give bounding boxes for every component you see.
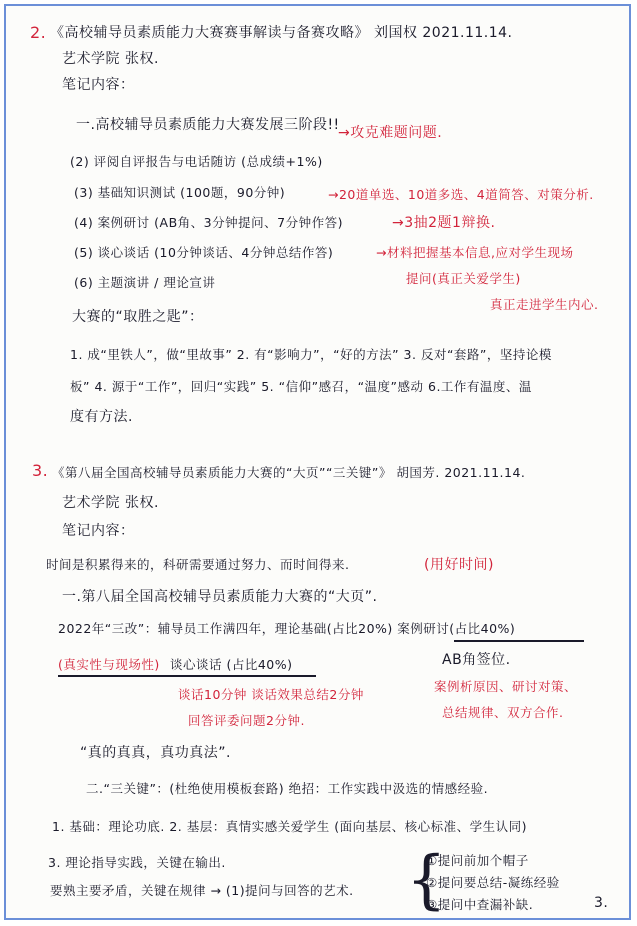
note-text: 时间是积累得来的，科研需要通过努力、而时间得来.: [46, 557, 350, 572]
note-text: 谈心谈话 (占比40%): [170, 657, 293, 672]
author-dept: 艺术学院 张权.: [62, 51, 159, 67]
page-number: 3.: [594, 895, 609, 911]
lecture-title: 《高校辅导员素质能力大赛赛事解读与备赛攻略》 刘国权 2021.11.14.: [50, 25, 513, 41]
annotation: →攻克难题问题.: [338, 125, 443, 141]
note-item: (6) 主题演讲 / 理论宣讲: [74, 275, 216, 290]
annotation: 真正走进学生内心.: [490, 297, 599, 312]
subheading: 大赛的“取胜之匙”：: [72, 309, 204, 325]
section-number: 3.: [32, 461, 49, 480]
annotation: →材料把握基本信息,应对学生现场: [376, 245, 574, 260]
subheading: 二.“三关键”：(杜绝使用模板套路) 绝招：工作实践中汲选的情感经验.: [86, 781, 489, 796]
note-text: 3. 理论指导实践，关键在输出.: [48, 855, 226, 870]
note-item: 一.高校辅导员素质能力大赛发展三阶段!!: [76, 117, 340, 133]
note-text: 1. 基础：理论功底. 2. 基层：真情实感关爱学生 (面向基层、核心标准、学生认同): [52, 819, 527, 834]
annotation: →3抽2题1辩换.: [392, 215, 496, 231]
note-item: (4) 案例研讨 (AB角、3分钟提问、7分钟作答): [74, 215, 343, 230]
note-text: 2022年“三改”：辅导员工作满四年，理论基础(占比20%) 案例研讨(占比40%): [58, 621, 516, 636]
notes-label: 笔记内容：: [62, 77, 135, 93]
note-text: 1. 成“里铁人”，做“里故事” 2. 有“影响力”，“好的方法” 3. 反对“套路”，坚持论模: [70, 347, 552, 362]
note-text: “真的真真，真功真法”.: [80, 745, 231, 761]
annotation: 提问(真正关爱学生): [406, 271, 521, 286]
list-item: ③提问中查漏补缺.: [426, 897, 534, 912]
section-number: 2.: [30, 23, 47, 42]
note-text: 板” 4. 源于“工作”，回归“实践” 5. “信仰”感召，“温度”感动 6.工作有温度、温: [70, 379, 532, 394]
subheading: 一.第八届全国高校辅导员素质能力大赛的“大页”.: [62, 589, 378, 605]
annotation: 总结规律、双方合作.: [442, 705, 564, 720]
underline: [58, 675, 316, 677]
note-text: 要熟主要矛盾，关键在规律 → (1)提问与回答的艺术.: [50, 883, 354, 898]
notebook-page: [4, 4, 631, 920]
annotation: AB角签位.: [442, 652, 511, 668]
annotation: 案例析原因、研讨对策、: [434, 679, 578, 694]
note-text: 度有方法.: [70, 409, 133, 425]
note-item: (3) 基础知识测试 (100题，90分钟): [74, 185, 286, 200]
notes-label: 笔记内容：: [62, 523, 135, 539]
annotation: →20道单选、10道多选、4道简答、对策分析.: [328, 187, 594, 202]
underline: [454, 640, 584, 642]
list-item: ①提问前加个帽子: [426, 853, 529, 868]
note-item: (5) 谈心谈话 (10分钟谈话、4分钟总结作答): [74, 245, 334, 260]
annotation: 谈话10分钟 谈话效果总结2分钟: [178, 687, 364, 702]
lecture-title: 《第八届全国高校辅导员素质能力大赛的“大页”“三关键”》 胡国芳. 2021.11.14.: [52, 465, 526, 480]
annotation: (真实性与现场性): [58, 657, 160, 672]
brace: {: [406, 843, 447, 917]
note-item: (2) 评阅自评报告与电话随访 (总成绩+1%): [70, 154, 323, 169]
list-item: ②提问要总结-凝练经验: [426, 875, 560, 890]
author-dept: 艺术学院 张权.: [62, 495, 159, 511]
annotation: 回答评委问题2分钟.: [188, 713, 305, 728]
annotation: (用好时间): [424, 557, 494, 573]
